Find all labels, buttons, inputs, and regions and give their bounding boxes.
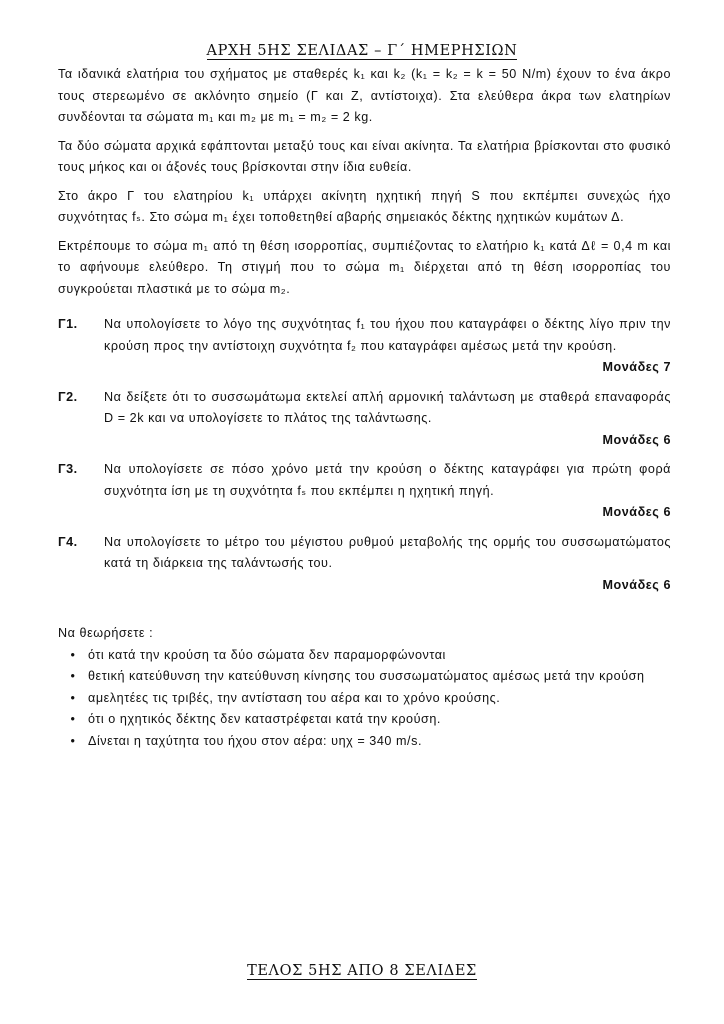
intro-paragraph: Στο άκρο Γ του ελατηρίου k₁ υπάρχει ακίνητη ηχητική πηγή S που εκπέμπει συνεχώς ήχο συχνότητας fₛ. Στο σώμα m₁ έχει τοποθετηθεί αβαρής σημειακός δέκτης ηχητικών κυμάτων Δ. (58, 188, 671, 224)
bullet-icon (58, 688, 88, 710)
question-label: Γ3. (58, 462, 78, 476)
page-header (0, 43, 724, 59)
question-g2 (58, 387, 671, 430)
intro-paragraph: Τα ιδανικά ελατήρια του σχήματος με σταθερές k₁ και k₂ (k₁ = k₂ = k = 50 N/m) έχουν το ένα άκρο τους στερεωμένο σε ακλόνητο σημείο (Γ και Ζ, αντίστοιχα). Στα ελεύθερα άκρα των ελατηρίων συνδέονται τα σώματα m₁ και m₂ με m₁ = m₂ = 2 kg. (58, 67, 671, 124)
assumptions-title: Να θεωρήσετε : (58, 626, 154, 640)
assumption-text: Δίνεται η ταχύτητα του ήχου στον αέρα: υηχ = 340 m/s. (88, 733, 422, 748)
questions-section (58, 314, 671, 596)
bullet-icon (58, 709, 88, 731)
page-header-text: ΑΡΧΗ 5ΗΣ ΣΕΛΙΔΑΣ – Γ΄ ΗΜΕΡΗΣΙΩΝ (206, 43, 518, 59)
question-marks: Μονάδες 6 (602, 432, 671, 447)
question-text: Να υπολογίσετε το λόγο της συχνότητας f₁ του ήχου που καταγράφει ο δέκτης λίγο πριν την κρούση προς την αντίστοιχη συχνότητα f₂ που καταγράφει αμέσως μετά την κρούση. (104, 317, 671, 353)
page-footer-text: ΤΕΛΟΣ 5ΗΣ ΑΠΟ 8 ΣΕΛΙΔΕΣ (247, 963, 477, 979)
assumption-item (58, 666, 671, 688)
question-label: Γ1. (58, 317, 78, 331)
question-g3 (58, 459, 671, 502)
intro-paragraph: Τα δύο σώματα αρχικά εφάπτονται μεταξύ τους και είναι ακίνητα. Τα ελατήρια βρίσκονται στο φυσικό τους μήκος και οι άξονές τους βρίσκονται στην ίδια ευθεία. (58, 138, 671, 174)
question-label: Γ4. (58, 534, 78, 549)
question-label: Γ2. (58, 389, 78, 404)
question-marks: Μονάδες 6 (602, 505, 671, 519)
assumption-text: ότι κατά την κρούση τα δύο σώματα δεν παραμορφώνονται (88, 647, 446, 662)
assumption-text: ότι ο ηχητικός δέκτης δεν καταστρέφεται κατά την κρούση. (88, 712, 441, 726)
question-text: Να υπολογίσετε σε πόσο χρόνο μετά την κρούση ο δέκτης καταγράφει για πρώτη φορά συχνότητα ίση με τη συχνότητα fₛ που εκπέμπει η ηχητική πηγή. (104, 462, 671, 498)
question-text: Να υπολογίσετε το μέτρο του μέγιστου ρυθμού μεταβολής της ορμής του συσσωματώματος κατά τη διάρκεια της ταλάντωσής του. (104, 534, 671, 570)
assumptions-list (58, 645, 671, 753)
assumption-text: αμελητέες τις τριβές, την αντίσταση του αέρα και το χρόνο κρούσης. (88, 690, 501, 705)
page-body (58, 64, 671, 752)
page-footer (0, 963, 724, 979)
assumption-item (58, 731, 671, 753)
intro-paragraph: Εκτρέπουμε το σώμα m₁ από τη θέση ισορροπίας, συμπιέζοντας το ελατήριο k₁ κατά Δℓ = 0,4 m και το αφήνουμε ελεύθερο. Τη στιγμή που το σώμα m₁ διέρχεται από τη θέση ισορροπίας του συγκρούεται πλαστικά με το σώμα m₂. (58, 238, 671, 296)
assumption-item (58, 688, 671, 710)
bullet-icon (58, 645, 88, 667)
assumption-text: θετική κατεύθυνση την κατεύθυνση κίνησης του συσσωματώματος αμέσως μετά την κρούση (88, 669, 645, 683)
assumption-item (58, 709, 671, 731)
bullet-icon (58, 666, 88, 688)
assumptions-section (58, 623, 671, 752)
question-g1 (58, 314, 671, 357)
question-marks: Μονάδες 7 (602, 360, 671, 374)
question-g4 (58, 532, 671, 575)
bullet-icon (58, 731, 88, 753)
question-text: Να δείξετε ότι το συσσωμάτωμα εκτελεί απλή αρμονική ταλάντωση με σταθερά επαναφοράς D = 2k και να υπολογίσετε το πλάτος της ταλάντωσης. (104, 389, 671, 425)
question-marks: Μονάδες 6 (602, 577, 671, 592)
assumption-item (58, 645, 671, 667)
